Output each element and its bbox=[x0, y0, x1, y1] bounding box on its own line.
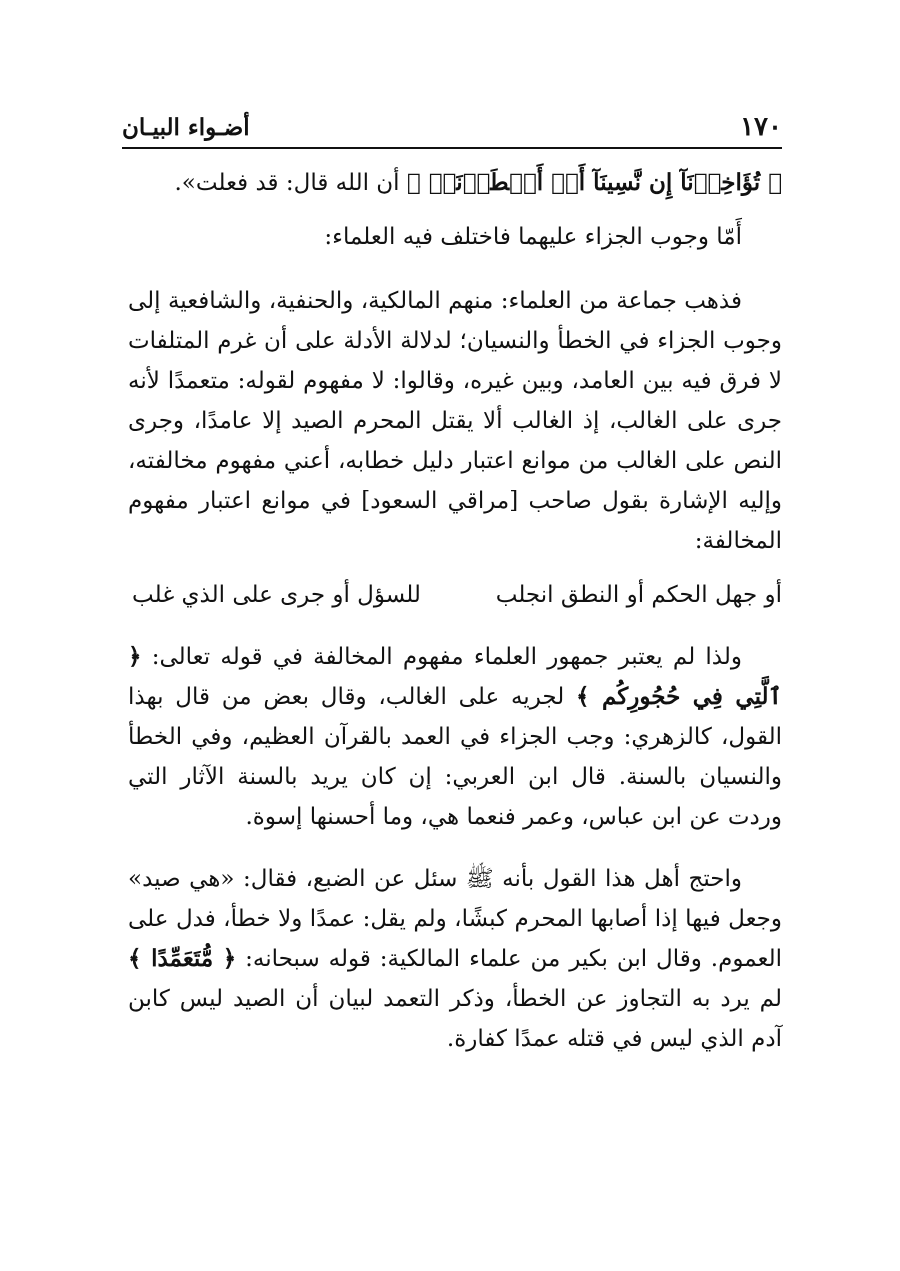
page-number: ١٧٠ bbox=[740, 112, 782, 142]
paragraph-2: أَمّا وجوب الجزاء عليهما فاختلف فيه العلماء: bbox=[324, 224, 742, 250]
paragraph-gap bbox=[128, 561, 782, 575]
paragraph-3: فذهب جماعة من العلماء: منهم المالكية، والحنفية، والشافعية إلى وجوب الجزاء في الخطأ والنسيان؛ لدلالة الأدلة على أن غرم المتلفات لا فرق فيه بين العامد، وبين غيره، وقالوا: لا مفهوم لقوله: متعمدًا لأنه جرى على الغالب، إذ الغالب ألا يقتل المحرم الصيد إلا عامدًا، وجرى النص على الغالب من موانع اعتبار دليل خطابه، أعني مفهوم مخالفته، وإليه الإشارة بقول صاحب [مراقي السعود] في موانع اعتبار مفهوم المخالفة: bbox=[128, 288, 782, 554]
quran-verse: ﴿ ٱلَّتِي فِي حُجُورِكُم ﴾ bbox=[128, 643, 782, 710]
body-text bbox=[128, 163, 782, 1059]
book-title: أضـواء البيـان bbox=[122, 114, 250, 141]
paragraph-4 bbox=[128, 637, 782, 837]
paragraph-1 bbox=[128, 163, 782, 203]
paragraph-text: واحتج أهل هذا القول بأنه ﷺ سئل عن الضبع، فقال: «هي صيد» وجعل فيها إذا أصابها المحرم كبشًا، ولم يقل: عمدًا ولا خطأ، فدل على العموم. وقال ابن بكير من علماء المالكية: قوله سبحانه: bbox=[128, 866, 782, 972]
paragraph-gap bbox=[128, 257, 782, 281]
poetry-verse bbox=[128, 575, 782, 615]
paragraph-gap bbox=[128, 837, 782, 859]
paragraph-text: ولذا لم يعتبر جمهور العلماء مفهوم المخالفة في قوله تعالى: bbox=[141, 644, 742, 670]
paragraph-5 bbox=[128, 859, 782, 1059]
paragraph-text: أن الله قال: قد فعلت». bbox=[174, 170, 407, 196]
paragraph-text: لم يرد به التجاوز عن الخطأ، وذكر التعمد لبيان أن الصيد ليس كابن آدم الذي ليس في قتله عمدًا كفارة. bbox=[128, 986, 782, 1052]
paragraph-gap bbox=[128, 203, 782, 217]
paragraph-text: لجريه على الغالب، وقال بعض من قال بهذا القول، كالزهري: وجب الجزاء في العمد بالقرآن العظيم، وفي الخطأ والنسيان بالسنة. قال ابن العربي: إن كان يريد بالسنة الآثار التي وردت عن ابن عباس، وعمر فنعما هي، وما أحسنها إسوة. bbox=[128, 684, 782, 830]
quran-verse: ﴿ مُّتَعَمِّدًا ﴾ bbox=[128, 945, 237, 972]
quran-verse: ﴿ تُؤَاخِذۡنَآ إِن نَّسِينَآ أَوۡ أَخۡطَأۡنَاۚ ﴾ bbox=[406, 169, 782, 196]
verse-hemistich-1: أو جهل الحكم أو النطق انجلب bbox=[495, 582, 782, 608]
page-header bbox=[122, 112, 782, 144]
header-rule bbox=[122, 147, 782, 149]
verse-hemistich-2: للسؤل أو جرى على الذي غلب bbox=[132, 582, 421, 608]
paragraph-gap bbox=[128, 615, 782, 637]
